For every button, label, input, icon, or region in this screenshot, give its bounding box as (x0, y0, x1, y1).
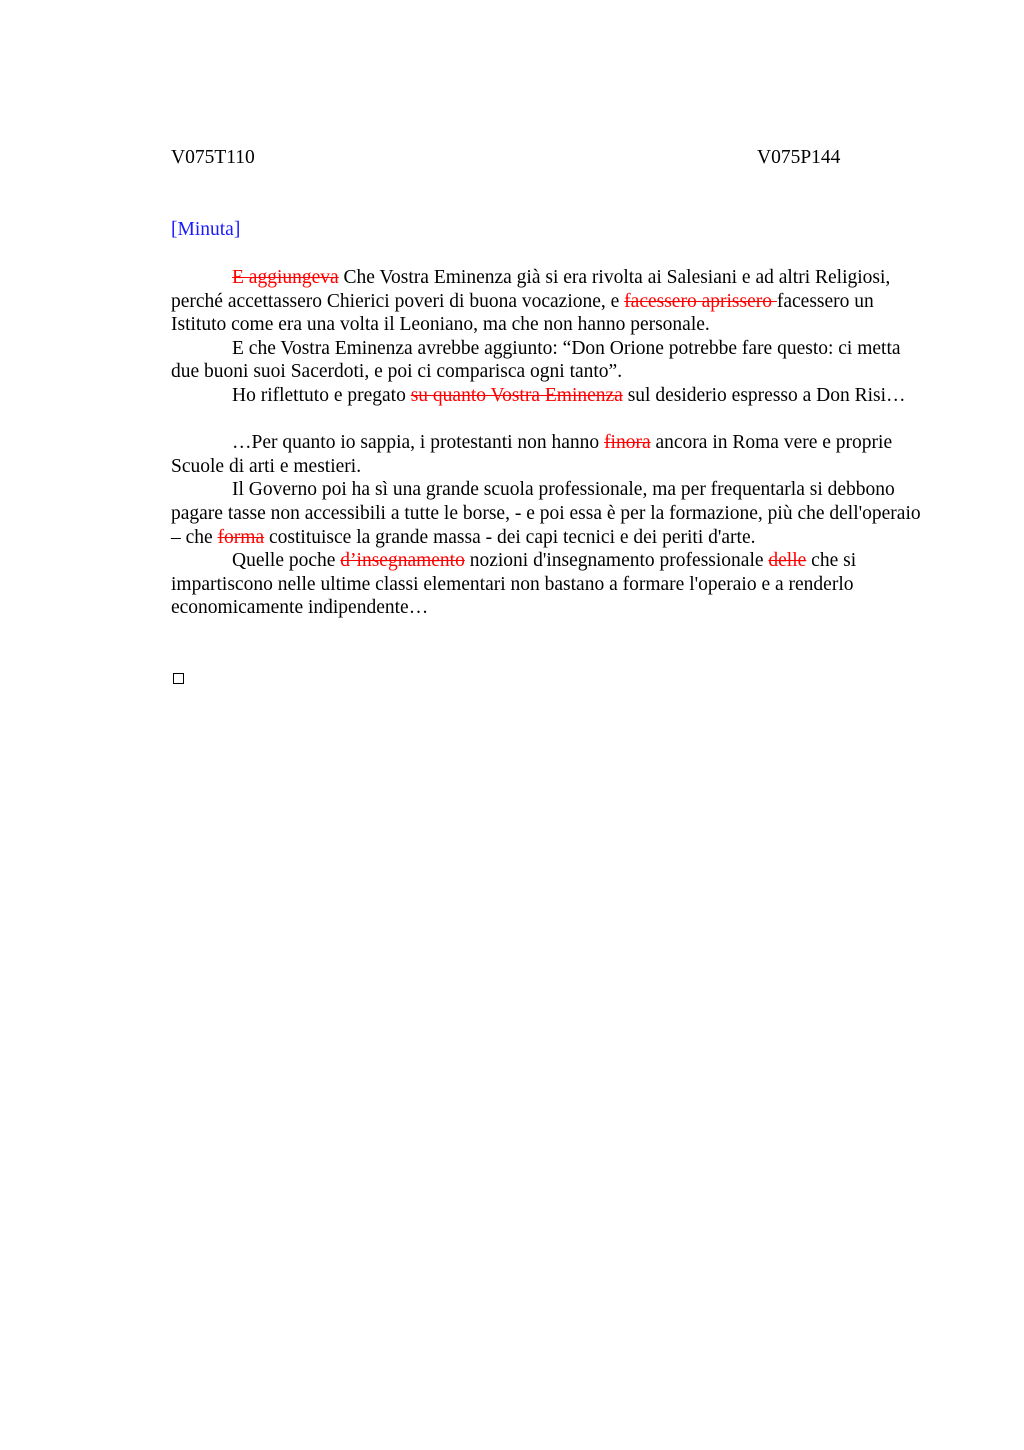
minuta-label: [Minuta] (171, 219, 241, 240)
deleted-text: d’insegnamento (340, 550, 465, 572)
paragraph-6 (171, 549, 931, 620)
paragraph-1 (171, 266, 931, 337)
deleted-text: su quanto Vostra Eminenza (410, 384, 623, 406)
paragraph-text: Ho riflettuto e pregato (232, 384, 411, 406)
paragraph-text: …Per quanto io sappia, i protestanti non hanno (232, 432, 605, 454)
paragraph-text: Il Governo poi ha sì una grande scuola professionale, ma per frequentarla si debbono pagare tasse non accessibili a tutte le borse, - e poi essa è per la formazione, più che dell'operaio – che (171, 479, 921, 548)
deleted-text: finora (604, 432, 651, 454)
paragraph-text: nozioni d'insegnamento professionale (464, 550, 769, 572)
document-code-right: V075P144 (757, 147, 841, 168)
paragraph-4 (171, 431, 931, 478)
paragraph-text: che si impartiscono nelle ultime classi elementari non bastano a formare l'operaio e a renderlo economicamente indipendente… (171, 550, 857, 619)
paragraph-text: Quelle poche (232, 550, 341, 572)
deleted-text: forma (217, 526, 265, 548)
paragraph-text: E che Vostra Eminenza avrebbe aggiunto: “Don Orione potrebbe fare questo: ci metta due buoni suoi Sacerdoti, e poi ci comparisca ogni tanto”. (171, 337, 901, 383)
paragraph-5 (171, 478, 931, 549)
end-marker-square-icon (173, 673, 184, 684)
paragraph-2 (171, 337, 931, 384)
deleted-text: delle (768, 550, 807, 572)
deleted-text: facessero aprissero (624, 290, 777, 312)
paragraph-3 (171, 384, 931, 408)
document-code-left: V075T110 (171, 147, 255, 168)
deleted-text: E aggiungeva (232, 267, 339, 288)
paragraph-text: costituisce la grande massa - dei capi tecnici e dei periti d'arte. (264, 526, 756, 548)
paragraph-text: ancora in Roma vere e proprie Scuole di arti e mestieri. (171, 432, 893, 477)
paragraph-text: facessero un Istituto come era una volta il Leoniano, ma che non hanno personale. (171, 290, 874, 336)
paragraph-text: Che Vostra Eminenza già si era rivolta ai Salesiani e ad altri Religiosi, perché accettassero Chierici poveri di buona vocazione, e (171, 267, 891, 312)
letter-body (171, 266, 931, 620)
paragraph-text: sul desiderio espresso a Don Risi… (622, 384, 906, 406)
